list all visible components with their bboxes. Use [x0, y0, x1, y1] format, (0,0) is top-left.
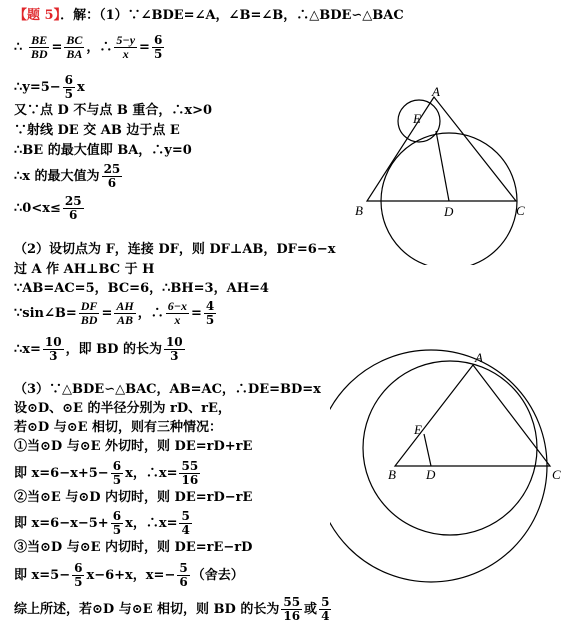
label-d: D — [426, 467, 436, 482]
line-p2-4: ∵sin∠B= $\frac{DF}{BD}$ = $\frac{AH}{AB}$ ，∴ $\frac{6-x}{x}$ = $\frac{4}{5}$ — [14, 299, 215, 327]
line-p3-8: ③当⊙D 与⊙E 内切时，则 DE=rE−rD — [14, 540, 253, 555]
fraction: $\frac{5-y}{x}$ — [116, 33, 136, 61]
fraction: $\frac{25}{6}$ — [64, 194, 82, 222]
fraction: $\frac{BC}{BA}$ — [66, 33, 83, 61]
line-p1-1: 【题 5】．解：（1）∵∠BDE=∠A，∠B=∠B，∴△BDE∽△BAC — [14, 8, 404, 23]
fraction: $\frac{55}{16}$ — [283, 595, 301, 623]
line-p1-2: ∴ $\frac{BE}{BD}$ = $\frac{BC}{BA}$ ，∴ $\frac{5-y}{x}$ = $\frac{6}{5}$ — [14, 33, 163, 61]
line-p2-5: ∴x= $\frac{10}{3}$ ，即 BD 的长为 $\frac{10}{3}$ — [14, 335, 183, 363]
line-p1-3: ∴y=5− $\frac{6}{5}$ x — [14, 73, 85, 101]
label-a: A — [475, 350, 483, 365]
line-p3-4: ①当⊙D 与⊙E 外切时，则 DE=rD+rE — [14, 439, 253, 454]
label-b: B — [355, 203, 363, 218]
label-d: D — [444, 204, 454, 219]
fraction: $\frac{6-x}{x}$ — [167, 299, 187, 327]
label-e: E — [414, 422, 422, 437]
fraction: $\frac{10}{3}$ — [165, 335, 183, 363]
line-p3-9: 即 x=5− $\frac{6}{5}$ x−6+x，x=− $\frac{5}{6}$ （舍去） — [14, 561, 244, 589]
fraction: $\frac{25}{6}$ — [103, 162, 121, 190]
fraction: $\frac{6}{5}$ — [64, 73, 74, 101]
line-p1-5: ∵射线 DE 交 AB 边于点 E — [14, 123, 180, 138]
line-p3-10: 综上所述，若⊙D 与⊙E 相切，则 BD 的长为 $\frac{55}{16}$ 或 $\frac{5}{4}$ — [14, 595, 330, 623]
fraction: $\frac{6}{5}$ — [112, 459, 122, 487]
fraction: $\frac{6}{5}$ — [112, 509, 122, 537]
line-p3-5: 即 x=6−x+5− $\frac{6}{5}$ x，∴x= $\frac{55}{16}$ — [14, 459, 199, 487]
triangle-abc — [395, 365, 550, 466]
line-p3-6: ②当⊙E 与⊙D 内切时，则 DE=rD−rE — [14, 490, 253, 505]
line-p1-8: ∴0<x≤ $\frac{25}{6}$ — [14, 194, 82, 222]
label-e: E — [413, 111, 421, 126]
line-p3-7: 即 x=6−x−5+ $\frac{6}{5}$ x，∴x= $\frac{5}{4}$ — [14, 509, 190, 537]
segment-de — [436, 131, 449, 201]
circle-e — [363, 361, 537, 535]
line-p1-6: ∴BE 的最大值即 BA，∴y=0 — [14, 143, 192, 158]
problem-title: 【题 5】 — [14, 8, 61, 23]
fraction: $\frac{DF}{BD}$ — [80, 299, 98, 327]
figure-triangle-circles-2 — [330, 348, 570, 623]
line-p1-7: ∴x 的最大值为 $\frac{25}{6}$ — [14, 162, 121, 190]
line-p3-3: 若⊙D 与⊙E 相切，则有三种情况： — [14, 420, 223, 435]
label-b: B — [388, 467, 396, 482]
fraction: $\frac{10}{3}$ — [44, 335, 62, 363]
fraction: $\frac{5}{4}$ — [321, 595, 330, 623]
segment-de — [424, 434, 431, 466]
label-c: C — [516, 203, 525, 218]
figure-triangle-circles-1 — [350, 85, 550, 265]
fraction: $\frac{BE}{BD}$ — [30, 33, 48, 61]
fraction: $\frac{5}{6}$ — [179, 561, 188, 589]
line-p1-4: 又∵点 D 不与点 B 重合，∴x>0 — [14, 103, 213, 118]
fraction: $\frac{55}{16}$ — [181, 459, 199, 487]
line-p2-2: 过 A 作 AH⊥BC 于 H — [14, 262, 155, 277]
line-p3-1: （3）∵△BDE∽△BAC，AB=AC，∴DE=BD=x — [14, 382, 321, 397]
line-p2-3: ∵AB=AC=5，BC=6，∴BH=3，AH=4 — [14, 281, 269, 296]
label-c: C — [552, 467, 561, 482]
fraction: $\frac{AH}{AB}$ — [116, 299, 134, 327]
fraction: $\frac{6}{5}$ — [153, 33, 163, 61]
line-p3-2: 设⊙D、⊙E 的半径分别为 rD、rE， — [14, 401, 231, 416]
label-a: A — [432, 85, 440, 99]
line-p2-1: （2）设切点为 F，连接 DF，则 DF⊥AB，DF=6−x — [14, 242, 336, 257]
fraction: $\frac{6}{5}$ — [74, 561, 83, 589]
fraction: $\frac{5}{4}$ — [181, 509, 190, 537]
fraction: $\frac{4}{5}$ — [205, 299, 215, 327]
